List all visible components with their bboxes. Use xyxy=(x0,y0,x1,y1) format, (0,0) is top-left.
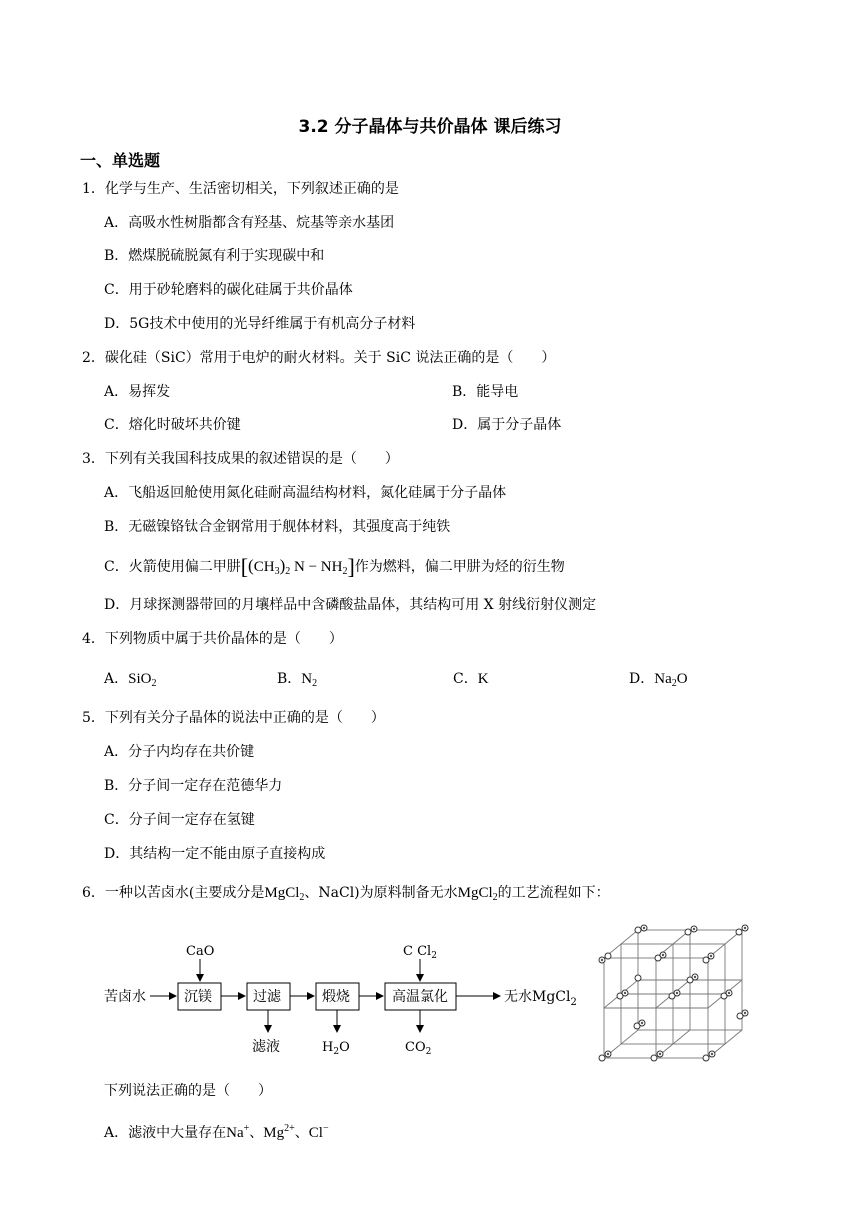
q6-option-a: A．滤液中大量存在Na+、$Mg^{2+}$、Cl− xyxy=(104,1123,329,1141)
flow-step-label: 高温氯化 xyxy=(392,989,448,1005)
page-title: 3.2 分子晶体与共价晶体 课后练习 xyxy=(298,117,562,137)
q4-option-c: C．K xyxy=(453,671,489,687)
flow-input-cao: CaO xyxy=(186,944,215,959)
q5-option-c: C．分子间一定存在氢键 xyxy=(104,812,255,828)
q5-option-b: B．分子间一定存在范德华力 xyxy=(104,778,283,794)
q2-option-b: B．能导电 xyxy=(452,384,519,400)
q2-option-d: D．属于分子晶体 xyxy=(452,417,562,433)
question-4-stem: 4．下列物质中属于共价晶体的是（ ） xyxy=(82,631,343,647)
flow-output-co2: $CO_2$ xyxy=(405,1040,432,1057)
q1-option-b: B．燃煤脱硫脱氮有利于实现碳中和 xyxy=(104,248,325,264)
q5-option-a: A．分子内均存在共价键 xyxy=(104,744,255,760)
question-3-stem: 3．下列有关我国科技成果的叙述错误的是（ ） xyxy=(82,451,399,467)
question-5-stem: 5．下列有关分子晶体的说法中正确的是（ ） xyxy=(82,710,385,726)
flow-input-c-cl2: C $Cl_2$ xyxy=(403,944,437,961)
flow-step-label: 沉镁 xyxy=(184,989,212,1005)
flow-start-label: 苦卤水 xyxy=(104,989,146,1005)
q1-option-a: A．高吸水性树脂都含有羟基、烷基等亲水基团 xyxy=(104,215,395,231)
flow-step-label: 过滤 xyxy=(253,989,281,1005)
q1-option-d: D．5G技术中使用的光导纤维属于有机高分子材料 xyxy=(104,316,416,332)
question-6-stem: 6．一种以苦卤水(主要成分是MgCl$_2$、NaCl)为原料制备无水MgCl$_2$的工艺流程如下： xyxy=(82,885,610,903)
question-6-ask: 下列说法正确的是（ ） xyxy=(104,1083,272,1099)
flow-output-filtrate: 滤液 xyxy=(252,1039,280,1055)
q5-option-d: D．其结构一定不能由原子直接构成 xyxy=(104,846,326,862)
q3-option-b: B．无磁镍铬钛合金钢常用于舰体材料，其强度高于纯铁 xyxy=(104,519,451,535)
q3-option-d: D．月球探测器带回的月壤样品中含磷酸盐晶体，其结构可用 X 射线衍射仪测定 xyxy=(104,597,597,613)
process-flow-diagram xyxy=(100,935,590,1060)
udmh-formula: [$(CH_3)_2$ $N - NH_2$] xyxy=(240,554,355,579)
q4-option-a: A．SiO$_2$ xyxy=(104,671,157,689)
q2-option-a: A．易挥发 xyxy=(104,384,171,400)
question-2-stem: 2．碳化硅（SiC）常用于电炉的耐火材料。关于 SiC 说法正确的是（ ） xyxy=(82,350,556,366)
flow-step-label: 煅烧 xyxy=(322,989,350,1005)
q3-option-a: A．飞船返回舱使用氮化硅耐高温结构材料，氮化硅属于分子晶体 xyxy=(104,485,507,501)
q3-option-c-post: 作为燃料，偏二甲肼为烃的衍生物 xyxy=(354,559,565,575)
q3-option-c xyxy=(104,554,565,580)
q4-option-b: B．$N_2$ xyxy=(277,671,318,689)
section-heading: 一、单选题 xyxy=(80,151,161,170)
q2-option-c: C．熔化时破坏共价键 xyxy=(104,417,241,433)
q1-option-c: C．用于砂轮磨料的碳化硅属于共价晶体 xyxy=(104,282,353,298)
q4-option-d: D．$Na_2O$ xyxy=(629,671,688,689)
flow-output-h2o: $H_2O$ xyxy=(322,1040,350,1057)
crystal-lattice-figure xyxy=(592,920,758,1068)
flow-product-label: 无水MgCl$_2$ xyxy=(504,989,577,1008)
q3-option-c-pre: C．火箭使用偏二甲肼 xyxy=(104,559,241,575)
question-1-stem: 1．化学与生产、生活密切相关，下列叙述正确的是 xyxy=(82,181,399,197)
